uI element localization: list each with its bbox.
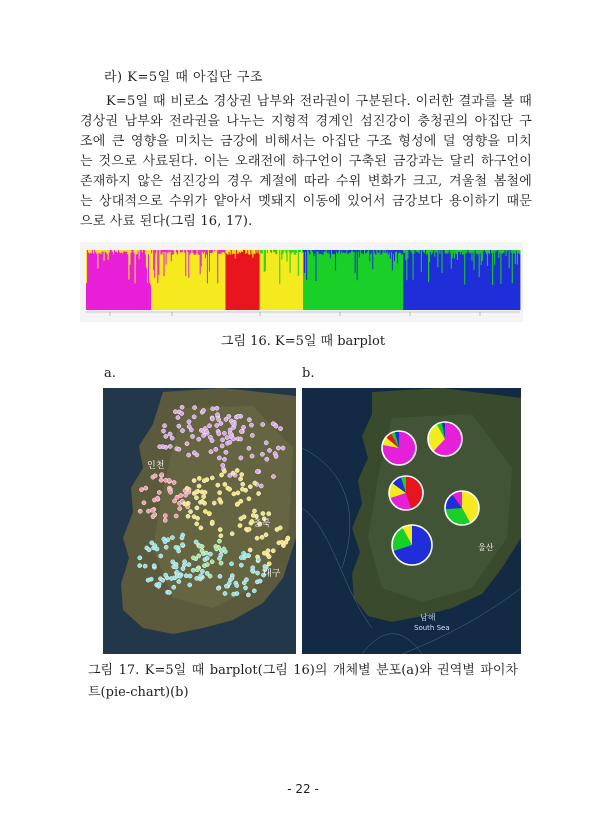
body-paragraph	[80, 92, 532, 232]
paragraph-line: 경상권 남부와 전라권을 나누는 지형적 경계인 섬진강이 충청권의 아집단 구	[80, 114, 532, 129]
paragraph-line: 는 상대적으로 수위가 얕아서 멧돼지 이동에 있어서 금강보다 용이하기 때문	[80, 194, 532, 209]
paragraph-line: 조에 큰 영향을 미치는 금강에 비해서는 아집단 구조 형성에 덜 영향을 미치	[80, 134, 532, 149]
barplot-image	[80, 242, 523, 322]
paragraph-line: 으로 사료 된다(그림 16, 17).	[80, 214, 253, 229]
map-b-image	[302, 388, 521, 654]
regional-pie-chart-map	[302, 388, 521, 654]
structure-barplot	[80, 242, 523, 322]
map-a-place-label: 대구	[263, 569, 281, 579]
figure17a-label: a.	[104, 366, 116, 381]
map-a-place-label: 충북	[253, 519, 271, 529]
map-a-image	[103, 388, 296, 654]
caption-line: 트(pie-chart)(b)	[88, 685, 189, 700]
map-b-place-label: South Sea	[414, 624, 450, 632]
page-number: - 22 -	[287, 782, 319, 796]
figure16-caption: 그림 16. K=5일 때 barplot	[220, 334, 386, 349]
paragraph-line: 존재하지 않은 섬진강의 경우 계절에 따라 수위 변화가 크고, 겨울철 봄철에	[80, 174, 532, 189]
figure17-caption	[88, 660, 518, 704]
individual-distribution-map	[103, 388, 296, 654]
map-b-place-label: 남해	[420, 613, 436, 622]
paragraph-line: K=5일 때 비로소 경상권 남부와 전라권이 구분된다. 이러한 결과를 볼 때	[106, 94, 532, 109]
paragraph-line: 는 것으로 사료된다. 이는 오래전에 하구언이 구축된 금강과는 달리 하구언이	[80, 154, 532, 169]
figure17b-label: b.	[302, 366, 315, 381]
section-heading: 라) K=5일 때 아집단 구조	[104, 70, 263, 85]
caption-line: 그림 17. K=5일 때 barplot(그림 16)의 개체별 분포(a)와 권역별 파이차	[88, 663, 518, 678]
map-a-place-label: 인천	[147, 461, 165, 471]
map-b-place-label: 울산	[478, 543, 494, 552]
